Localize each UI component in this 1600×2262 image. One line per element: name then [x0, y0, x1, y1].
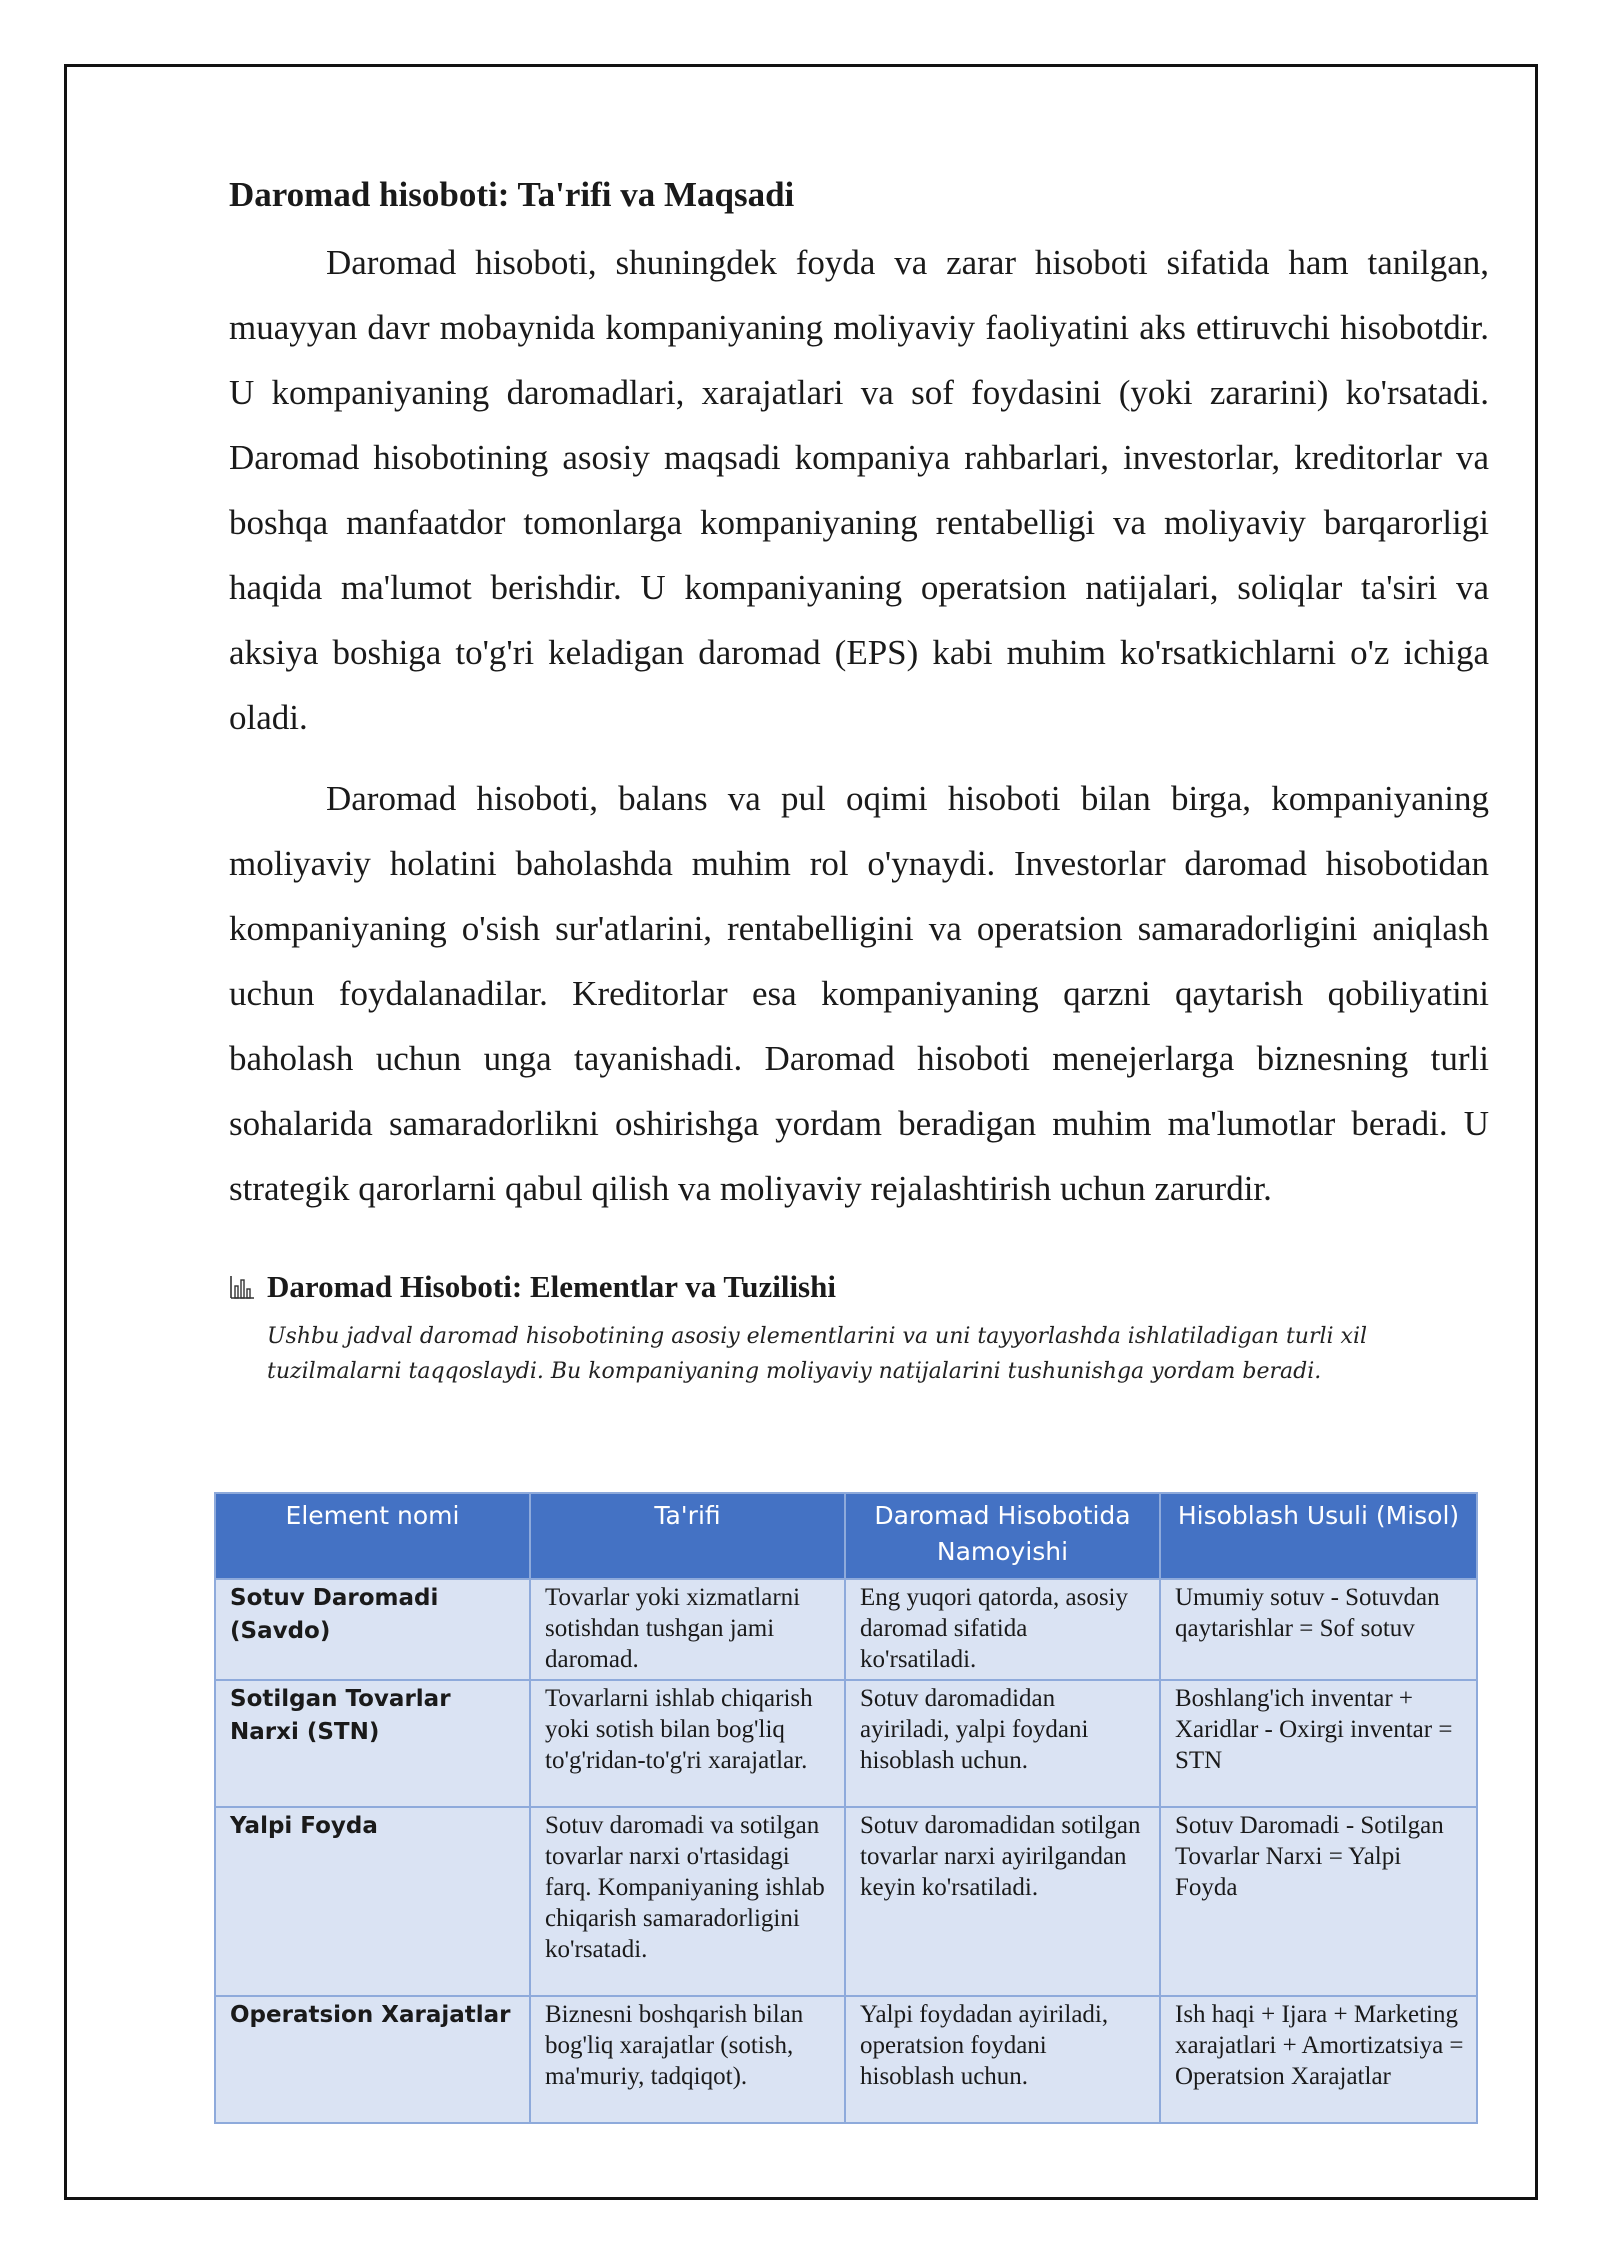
table-heading-text: Daromad Hisoboti: Elementlar va Tuzilishi — [267, 1269, 836, 1304]
table-cell: Ish haqi + Ijara + Marketing xarajatlari + Amortizatsiya = Operatsion Xarajatlar — [1160, 1996, 1477, 2123]
table-cell: Tovarlarni ishlab chiqarish yoki sotish bilan bog'liq to'g'ridan-to'g'ri xarajatlar. — [530, 1680, 845, 1807]
column-header: Daromad Hisobotida Namoyishi — [845, 1493, 1160, 1579]
table-cell: Sotuv daromadidan sotilgan tovarlar narxi ayirilgandan keyin ko'rsatiladi. — [845, 1807, 1160, 1996]
table-cell: Sotilgan Tovarlar Narxi (STN) — [215, 1680, 530, 1807]
table-row — [215, 1996, 1477, 2123]
table-caption: Ushbu jadval daromad hisobotining asosiy elementlarini va uni tayyorlashda ishlatiladigan turli xil tuzilmalarni taqqoslaydi. Bu kompaniyaning moliyaviy natijalarini tushunishga yordam beradi. — [267, 1324, 1368, 1384]
column-header: Ta'rifi — [530, 1493, 845, 1579]
table-row — [215, 1807, 1477, 1996]
table-cell: Biznesni boshqarish bilan bog'liq xarajatlar (sotish, ma'muriy, tadqiqot). — [530, 1996, 845, 2123]
table-row — [215, 1579, 1477, 1680]
table-cell: Sotuv Daromadi - Sotilgan Tovarlar Narxi = Yalpi Foyda — [1160, 1807, 1477, 1996]
table-cell: Yalpi Foyda — [215, 1807, 530, 1996]
table-cell: Operatsion Xarajatlar — [215, 1996, 530, 2123]
bar-chart-icon — [229, 1274, 255, 1300]
elements-table-container — [214, 1492, 1476, 2124]
table-cell: Eng yuqori qatorda, asosiy daromad sifatida ko'rsatiladi. — [845, 1579, 1160, 1680]
table-row — [215, 1680, 1477, 1807]
table-cell: Sotuv Daromadi (Savdo) — [215, 1579, 530, 1680]
document-body — [229, 170, 1489, 1389]
table-cell: Tovarlar yoki xizmatlarni sotishdan tushgan jami daromad. — [530, 1579, 845, 1680]
table-cell: Umumiy sotuv - Sotuvdan qaytarishlar = Sof sotuv — [1160, 1579, 1477, 1680]
section-title: Daromad hisoboti: Ta'rifi va Maqsadi — [229, 175, 795, 214]
table-cell: Sotuv daromadidan ayiriladi, yalpi foydani hisoblash uchun. — [845, 1680, 1160, 1807]
elements-table — [214, 1492, 1478, 2124]
paragraph-2: Daromad hisoboti, balans va pul oqimi hisoboti bilan birga, kompaniyaning moliyaviy holatini baholashda muhim rol o'ynaydi. Investorlar daromad hisobotidan kompaniyaning o'sish sur'atlarini, rentabelligini va operatsion samaradorligini aniqlash uchun foydalanadilar. Kreditorlar esa kompaniyaning qarzni qaytarish qobiliyatini baholash uchun unga tayanishadi. Daromad hisoboti menejerlarga biznesning turli sohalarida samaradorlikni oshirishga yordam beradigan muhim ma'lumotlar beradi. U strategik qarorlarni qabul qilish va moliyaviy rejalashtirish uchun zarurdir. — [229, 779, 1489, 1208]
table-heading — [229, 1267, 1489, 1307]
paragraph-1: Daromad hisoboti, shuningdek foyda va zarar hisoboti sifatida ham tanilgan, muayyan davr mobaynida kompaniyaning moliyaviy faoliyatini aks ettiruvchi hisobotdir. U kompaniyaning daromadlari, xarajatlari va sof foydasini (yoki zararini) ko'rsatadi. Daromad hisobotining asosiy maqsadi kompaniya rahbarlari, investorlar, kreditorlar va boshqa manfaatdor tomonlarga kompaniyaning rentabelligi va moliyaviy barqarorligi haqida ma'lumot berishdir. U kompaniyaning operatsion natijalari, soliqlar ta'siri va aksiya boshiga to'g'ri keladigan daromad (EPS) kabi muhim ko'rsatkichlarni o'z ichiga oladi. — [229, 243, 1489, 737]
column-header: Hisoblash Usuli (Misol) — [1160, 1493, 1477, 1579]
table-cell: Boshlang'ich inventar + Xaridlar - Oxirgi inventar = STN — [1160, 1680, 1477, 1807]
column-header: Element nomi — [215, 1493, 530, 1579]
table-cell: Sotuv daromadi va sotilgan tovarlar narxi o'rtasidagi farq. Kompaniyaning ishlab chiqarish samaradorligini ko'rsatadi. — [530, 1807, 845, 1996]
table-cell: Yalpi foydadan ayiriladi, operatsion foydani hisoblash uchun. — [845, 1996, 1160, 2123]
table-header-row — [215, 1493, 1477, 1579]
